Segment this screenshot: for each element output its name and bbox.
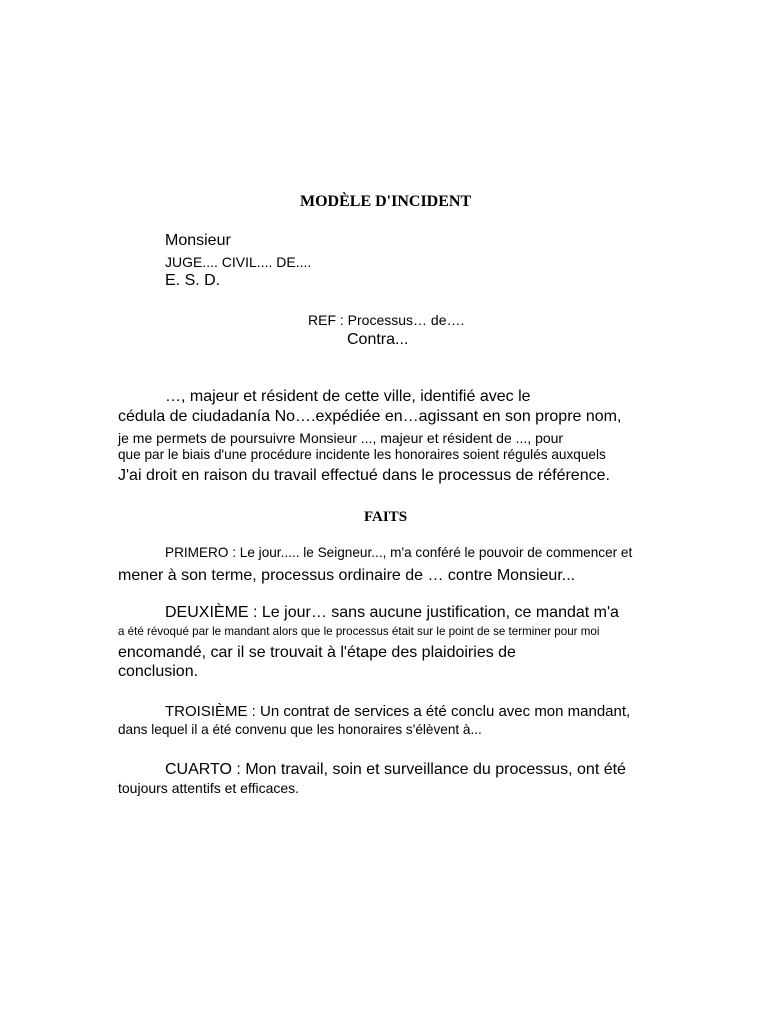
intro-line: que par le biais d'une procédure incidente les honoraires soient régulés auxquels bbox=[118, 447, 606, 462]
document-title: MODÈLE D'INCIDENT bbox=[300, 193, 472, 210]
reference-ref: REF : Processus… de…. bbox=[308, 312, 465, 328]
facts-heading: FAITS bbox=[364, 509, 408, 525]
address-salutation: Monsieur bbox=[165, 232, 231, 249]
intro-line: cédula de ciudadanía No….expédiée en…agissant en son propre nom, bbox=[118, 408, 622, 425]
fact-cuarto-line: toujours attentifs et efficaces. bbox=[118, 780, 300, 796]
fact-deuxieme-line: encomandé, car il se trouvait à l'étape des plaidoiries de bbox=[118, 644, 516, 661]
fact-deuxieme-line: a été révoqué par le mandant alors que le processus était sur le point de se terminer pour moi bbox=[118, 625, 600, 638]
intro-line: …, majeur et résident de cette ville, identifié avec le bbox=[165, 388, 531, 405]
fact-cuarto-line: CUARTO : Mon travail, soin et surveillance du processus, ont été bbox=[165, 761, 626, 778]
fact-deuxieme-line: DEUXIÈME : Le jour… sans aucune justification, ce mandat m'a bbox=[165, 604, 619, 621]
fact-deuxieme-line: conclusion. bbox=[118, 663, 199, 680]
address-judge: JUGE.... CIVIL.... DE.... bbox=[165, 254, 312, 270]
intro-line: je me permets de poursuivre Monsieur ..., majeur et résident de ..., pour bbox=[118, 430, 564, 446]
address-esd: E. S. D. bbox=[165, 272, 221, 289]
fact-primero-line: mener à son terme, processus ordinaire de … contre Monsieur... bbox=[118, 567, 576, 584]
fact-primero-line: PRIMERO : Le jour..... le Seigneur..., m'a conféré le pouvoir de commencer et bbox=[165, 545, 633, 560]
intro-line: J'ai droit en raison du travail effectué dans le processus de référence. bbox=[118, 467, 610, 484]
reference-contra: Contra... bbox=[347, 331, 409, 348]
fact-troisieme-line: TROISIÈME : Un contrat de services a été conclu avec mon mandant, bbox=[165, 703, 631, 720]
fact-troisieme-line: dans lequel il a été convenu que les honoraires s'élèvent à... bbox=[118, 722, 482, 737]
